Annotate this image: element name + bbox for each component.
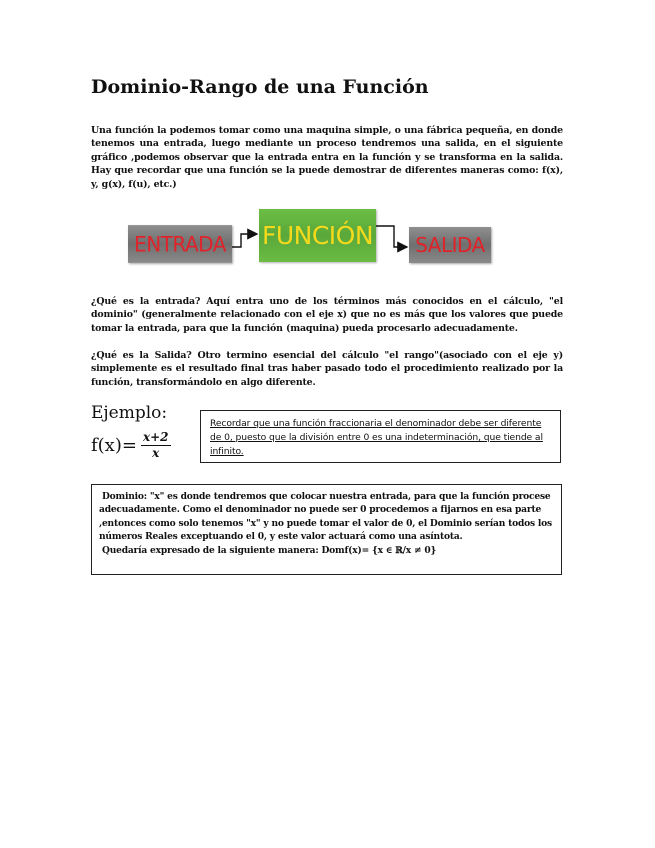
note-box (200, 410, 561, 463)
salida-label: SALIDA (415, 233, 485, 257)
intro-paragraph: Una función la podemos tomar como una maquina simple, o una fábrica pequeña, en donde tenemos una entrada, luego mediante un proceso tendremos una salida, en el siguiente gráfico ,podemos observar que la entrada entra en la función y se transforma en la salida. Hay que recordar que una función se la puede demostrar de diferentes maneras como: f(x), y, g(x), f(u), etc.) (91, 125, 563, 190)
dominio-text: Dominio: "x" es donde tendremos que colocar nuestra entrada, para que la función procese adecuadamente. Como el denominador no puede ser 0 procedemos a fijarnos en esa parte ,entonces como solo tenemos "x" y no puede tomar el valor de 0, el Dominio serían todos los números Reales exceptuando el 0, y este valor actuará como una asíntota. (99, 491, 552, 543)
formula-denominator: x (152, 446, 160, 460)
example-heading: Ejemplo: (91, 403, 168, 423)
note-text: Recordar que una función fraccionaria el denominador debe ser diferente de 0, puesto que la división entre 0 es una indeterminación, que tiende al infinito. (210, 418, 543, 457)
formula-numerator: x+2 (142, 430, 169, 444)
salida-paragraph: ¿Qué es la Salida? Otro termino esencial del cálculo "el rango"(asociado con el eje y) simplemente es el resultado final tras haber pasado todo el procedimiento realizado por la función, transformándolo en algo diferente. (91, 350, 563, 388)
funcion-label: FUNCIÓN (261, 221, 374, 250)
diagram-arrows (0, 0, 655, 300)
example-formula (91, 430, 171, 461)
entrada-label: ENTRADA (134, 231, 226, 257)
entrada-paragraph: ¿Qué es la entrada? Aquí entra uno de los términos más conocidos en el cálculo, "el dominio" (generalmente relacionado con el eje x) que no es más que los valores que puede tomar la entrada, para que la función (maquina) pueda procesarlo adecuadamente. (91, 296, 563, 334)
page-title: Dominio-Rango de una Función (91, 76, 429, 98)
formula-fraction (141, 430, 171, 461)
arrow-entrada-funcion (232, 234, 257, 247)
dominio-box (91, 484, 562, 575)
arrow-funcion-salida (376, 226, 407, 247)
dominio-conclusion: Quedaría expresado de la siguiente manera: Domf(x)= {x ∈ ℝ/x ≠ 0} (101, 544, 437, 556)
formula-lhs: f(x)= (91, 435, 137, 456)
